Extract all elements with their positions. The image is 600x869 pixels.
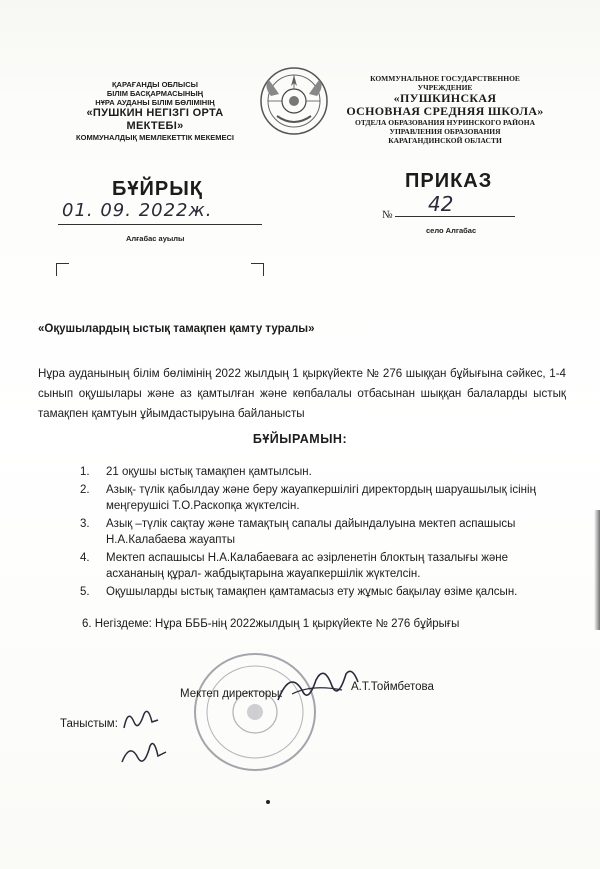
list-item: [80, 550, 558, 582]
item-text: Азық –түлік сақтау және тамақтың сапалы дайындалуына мектеп аспашысы Н.А.Калабаева жауапты: [106, 518, 516, 546]
item-text: 21 оқушы ыстық тамақпен қамтылсын.: [106, 466, 312, 478]
number-underline: [395, 216, 515, 217]
header-right: [345, 74, 545, 145]
corner-mark-left: [56, 263, 69, 276]
date-underline: [58, 224, 262, 225]
order-items-list: [80, 464, 558, 602]
director-label: Мектеп директоры:: [180, 688, 283, 700]
item-text: Азық- түлік қабылдау және беру жауапкершілігі директордың шаруашылық ісінің меңгерушісі Т.О.Раскопқа жүктелсін.: [106, 484, 536, 512]
school-name-kz-1: «ПУШКИН НЕГІЗГІ ОРТА: [86, 107, 224, 119]
item-number: 3.: [80, 518, 90, 530]
header-right-line2: ОТДЕЛА ОБРАЗОВАНИЯ НУРИНСКОГО РАЙОНА: [355, 118, 535, 127]
number-handwritten: 42: [428, 192, 454, 216]
item-number: 4.: [80, 552, 90, 564]
order-subject: «Оқушылардың ыстық тамақпен қамту туралы»: [38, 323, 315, 335]
corner-mark-right: [251, 263, 264, 276]
header-left-line-last: КОММУНАЛДЫҚ МЕМЛЕКЕТТІК МЕКЕМЕСІ: [76, 133, 234, 142]
item-number: 5.: [80, 586, 90, 598]
director-signature-icon: [272, 660, 362, 710]
list-item: [80, 482, 558, 514]
acknowledgement-signatures-icon: [118, 702, 178, 772]
header-right-line3: УПРАВЛЕНИЯ ОБРАЗОВАНИЯ: [389, 127, 501, 136]
village-kz: Алғабас ауылы: [126, 234, 185, 243]
basis-text: 6. Негіздеме: Нұра БББ-нің 2022жылдың 1 қыркүйекте № 276 бұйрығы: [82, 618, 460, 630]
school-name-ru-1: «ПУШКИНСКАЯ: [393, 91, 497, 105]
item-number: 1.: [80, 466, 90, 478]
school-name-kz-2: МЕКТЕБІ»: [126, 120, 184, 132]
item-number: 2.: [80, 484, 90, 496]
order-heading: БҰЙЫРАМЫН:: [252, 432, 348, 446]
page-edge-shadow: [594, 510, 600, 630]
header-left-line1: ҚАРАҒАНДЫ ОБЛЫСЫ: [111, 80, 198, 89]
preamble-text: Нұра ауданының білім бөлімінің 2022 жылдың 1 қыркүйекте № 276 шыққан бұйығына сәйкес, 1-4 сынып оқушылары және аз қамтылған және көпбалалы отбасынан шыққан балаларды ыстық тамақпен қамтуын ұйымдастыруына байланысты: [38, 367, 566, 420]
header-right-line1: КОММУНАЛЬНОЕ ГОСУДАРСТВЕННОЕ УЧРЕЖДЕНИЕ: [370, 74, 520, 92]
school-name-ru-2: ОСНОВНАЯ СРЕДНЯЯ ШКОЛА»: [346, 104, 544, 118]
state-emblem-icon: [259, 66, 329, 136]
list-item: [80, 584, 558, 600]
doc-type-kz: БҰЙРЫҚ: [112, 178, 203, 200]
header-right-line4: КАРАГАНДИНСКОЙ ОБЛАСТИ: [388, 136, 502, 145]
header-left: [60, 80, 250, 142]
item-text: Оқушыларды ыстық тамақпен қамтамасыз ету жұмыс бақылау өзіме қалсын.: [106, 586, 518, 598]
item-text: Мектеп аспашысы Н.А.Калабаеваға ас әзірленетін блоктың тазалығы және асхананың құрал- жабдықтарына жауапкершілік жүктелсін.: [106, 552, 509, 580]
acknowledged-label: Таныстым:: [60, 718, 118, 730]
header-left-line2: БІЛІМ БАСҚАРМАСЫНЫҢ: [106, 89, 204, 98]
list-item: [80, 516, 558, 548]
doc-type-ru: ПРИКАЗ: [405, 170, 493, 192]
header-left-line3: НҰРА АУДАНЫ БІЛІМ БӨЛІМІНІҢ: [95, 98, 215, 107]
ink-dot: [266, 800, 270, 804]
director-name: А.Т.Тоймбетова: [351, 681, 434, 693]
village-ru: село Алгабас: [426, 226, 477, 235]
date-handwritten: 01. 09. 2022ж.: [62, 200, 213, 221]
number-label: №: [382, 209, 393, 221]
list-item: [80, 464, 558, 480]
